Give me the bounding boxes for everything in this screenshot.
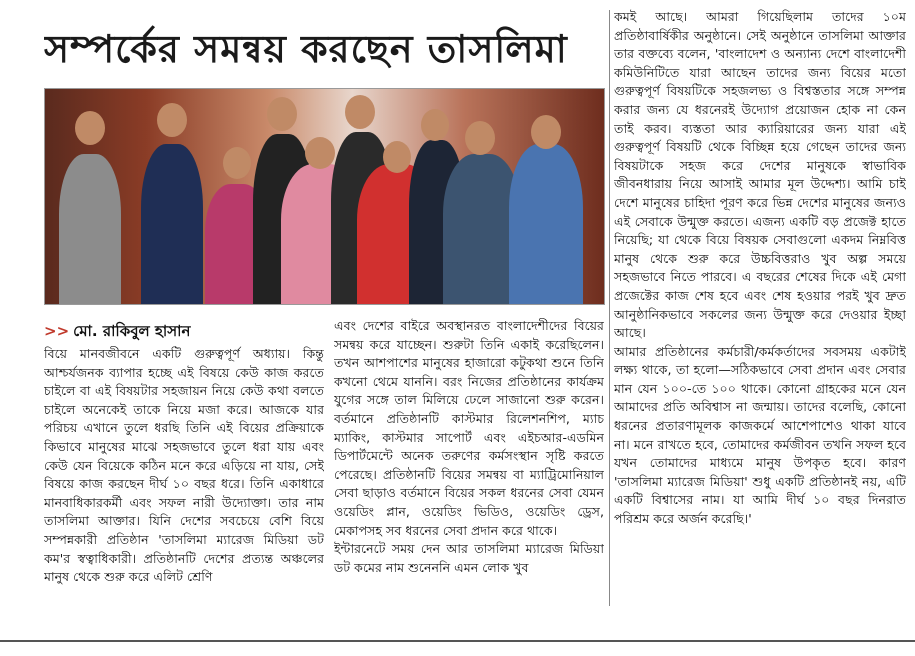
byline-arrow-icon: >> [44, 322, 70, 340]
column-2 [334, 317, 604, 615]
byline-author: মো. রাকিবুল হাসান [73, 322, 191, 340]
column-1 [44, 345, 324, 615]
bottom-rule [0, 640, 915, 642]
column-divider [609, 10, 610, 606]
column-2-paragraph-1: এবং দেশের বাইরে অবস্থানরত বাংলাদেশীদের বিয়ের সমন্বয় করে যাচ্ছেন। শুরুটা তিনি একাই করেছিলেন। তখন আশপাশের মানুষের হাজারো কটুকথা শুনে তিনি কখনো থেমে যাননি। বরং নিজের প্রতিষ্ঠানের কার্যক্রম যুগের সঙ্গে তাল মিলিয়ে ঢেলে সাজানো শুরু করেন। বর্তমানে প্রতিষ্ঠানটি কাস্টমার রিলেশনশিপ, ম্যাচ ম্যাকিং, কাস্টমার সাপোর্ট এবং এইচআর-এডমিন ডিপার্টমেন্টে অনেক তরুণের কর্মসংস্থান সৃষ্টি করতে পেরেছে। প্রতিষ্ঠানটি বিয়ের সমন্বয় বা ম্যাট্রিমোনিয়াল সেবা ছাড়াও বর্তমানে বিয়ের সকল ধরনের সেবা যেমন ওয়েডিং প্লান, ওয়েডিং ভিডিও, ওয়েডিং ড্রেস, মেকাপসহ সব ধরনের সেবা প্রদান করে থাকে। [334, 318, 604, 538]
column-3 [614, 8, 906, 608]
column-2-paragraph-2: ইন্টারনেটে সময় দেন আর তাসলিমা ম্যারেজ মিডিয়া ডট কমের নাম শুনেননি এমন লোক খুব [334, 541, 604, 575]
byline [44, 320, 324, 340]
column-3-paragraph-2: আমার প্রতিষ্ঠানের কর্মচারী/কর্মকর্তাদের সবসময় একটাই লক্ষ্য থাকে, তা হলো—সঠিকভাবে সেবা প্রদান এবং সেবার মান যেন ১০০-তে ১০০ থাকে। কোনো গ্রাহকের মনে যেন আমাদের প্রতি অবিশ্বাস না জন্মায়। তাদের বলেছি, কোনো ধরনের প্রতারণামূলক কাজকর্মে আশেপাশেও থাকা যাবে না। মনে রাখতে হবে, তোমাদের কর্মজীবন তখনি সফল হবে যখন তোমাদের মাধ্যমে মানুষ উপকৃত হবে। কারণ 'তাসলিমা ম্যারেজ মিডিয়া' শুধু একটি প্রতিষ্ঠানই নয়, এটি একটি বিশ্বাসের নাম। যা আমি দীর্ঘ ১০ বছর দিনরাত পরিশ্রম করে অর্জন করেছি।' [614, 343, 906, 527]
column-1-text: বিয়ে মানবজীবনে একটি গুরুত্বপূর্ণ অধ্যায়। কিন্তু আশ্চর্যজনক ব্যাপার হচ্ছে এই বিষয়ে কেউ কাজ করতে চাইলে বা এই বিষয়টার সহজায়ন নিয়ে কেউ কথা বলতে চাইলে অনেকেই তাকে নিয়ে মজা করে। আজকে যার পরিচয় এখানে তুলে ধরছি তিনি এই বিয়ের প্রক্রিয়াকে কিভাবে মানুষের মাঝে সহজভাবে তুলে ধরা যায় এবং কেউ যেন বিয়েকে কঠিন মনে করে এড়িয়ে না যায়, সেই বিষয়ে কাজ করছেন দীর্ঘ ১০ বছর ধরে। তিনি একাধারে মানবাধিকারকর্মী এবং সফল নারী উদ্যোক্তা। তার নাম তাসলিমা আক্তার। যিনি দেশের সবচেয়ে বেশি বিয়ে সম্পন্নকারী প্রতিষ্ঠান 'তাসলিমা ম্যারেজ মিডিয়া ডট কম'র স্বত্বাধিকারী। প্রতিষ্ঠানটি দেশের প্রত্যন্ত অঞ্চলের মানুষ থেকে শুরু করে এলিট শ্রেণি [44, 346, 324, 585]
column-3-paragraph-1: কমই আছে। আমরা গিয়েছিলাম তাদের ১০ম প্রতিষ্ঠাবার্ষিকীর অনুষ্ঠানে। সেই অনুষ্ঠানে তাসলিমা আক্তার তার বক্তব্যে বলেন, 'বাংলাদেশ ও অন্যান্য দেশে বাংলাদেশী কমিউনিটিতে যারা আছেন তাদের জন্য বিয়ের মতো গুরুত্বপূর্ণ বিষয়টিকে সহজলভ্য ও বিশ্বস্ততার সঙ্গে সম্পন্ন করার জন্য যে ধরনেরই উদ্যোগ প্রয়োজন হোক না কেন তাই করব। ব্যস্ততা আর ক্যারিয়ারের জন্য যারা এই গুরুত্বপূর্ণ বিষয়টি থেকে বিচ্ছিন্ন হয়ে গেছেন তাদের জন্য বিষয়টাকে সহজ করে দেশের মানুষকে স্বাভাবিক জীবনধারায় নিয়ে আসাই আমার মূল উদ্দেশ্য। আমি চাই দেশে মানুষের চাহিদা পূরণ করে ভিন্ন দেশের মানুষের জন্যও এই সেবাকে উন্মুক্ত করতে। এজন্য একটি বড় প্রজেক্ট হাতে নিয়েছি; যা থেকে বিয়ে বিষয়ক সেবাগুলো একদম নিম্নবিত্ত মানুষ থেকে শুরু করে উচ্চবিত্তরাও খুব অল্প সময়ে সহজভাবে নিতে পারবে। এ বছরের শেষের দিকে এই মেগা প্রজেক্টের কাজ শেষ হবে এবং শেষ হওয়ার পরই খুব দ্রুত আনুষ্ঠানিকভাবে সকলের জন্য উন্মুক্ত করে দেওয়ার ইচ্ছা আছে। [614, 9, 906, 341]
group-photo [44, 88, 605, 305]
article-headline: সম্পর্কের সমন্বয় করছেন তাসলিমা [44, 26, 568, 71]
